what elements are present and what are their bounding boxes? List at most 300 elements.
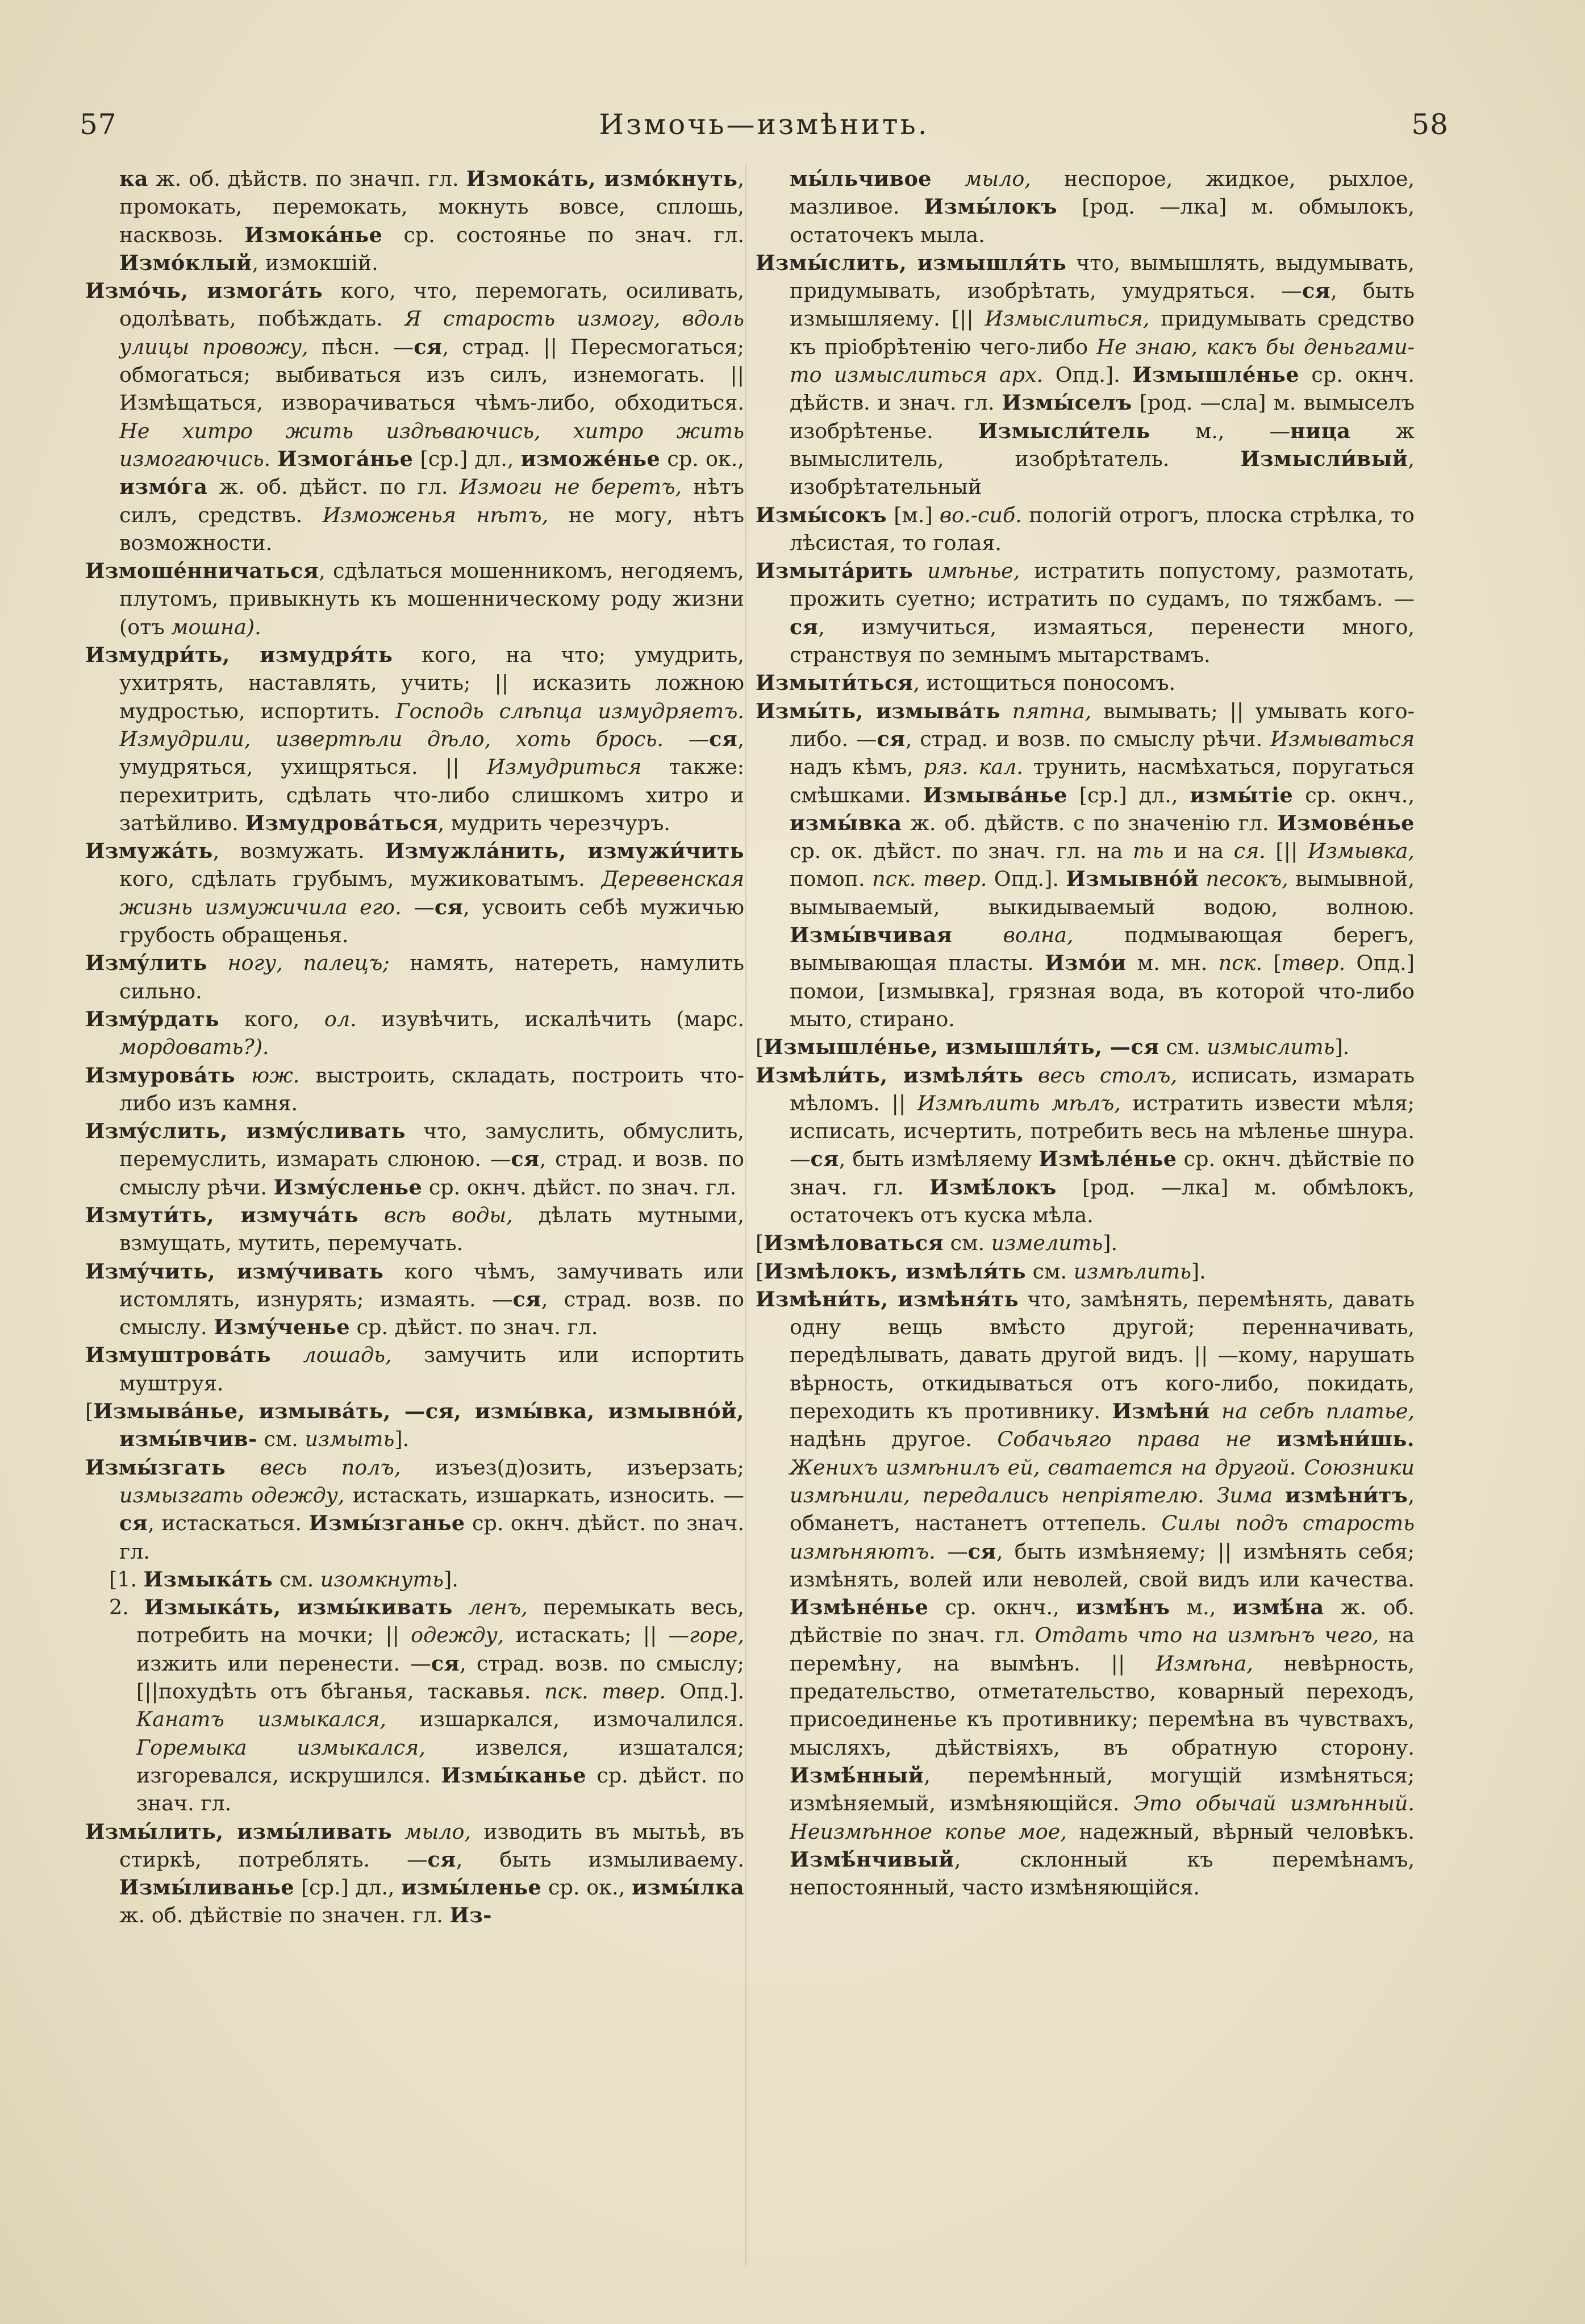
headword: Измѣ́локъ (929, 1175, 1057, 1200)
definition-text: изувѣчить, искалѣчить (марс. (356, 1006, 744, 1031)
definition-text: истратить попустому, размотать, прожить суетно; истратить по судамъ, по тяжбамъ. — (790, 559, 1415, 611)
italic-text: юж. (251, 1063, 300, 1088)
dictionary-entry (85, 949, 744, 1005)
headword: ся (709, 726, 738, 751)
italic-text: ленъ, (468, 1595, 528, 1620)
headword: Измыкáть (143, 1567, 273, 1592)
definition-text: м. мн. (1126, 951, 1219, 976)
definition-text: трунить, насмѣхаться, поругаться смѣшками. (790, 755, 1415, 807)
definition-text: , измокшій. (252, 250, 378, 275)
italic-text: измелить (991, 1231, 1103, 1256)
definition-text: ср. дѣйст. по знач. гл. (350, 1315, 598, 1340)
headword: ся (431, 1651, 460, 1676)
definition-text: ж. об. дѣйств. с по значенію гл. (902, 810, 1278, 835)
italic-text: Измоги не беретъ, (459, 474, 682, 499)
headword: Измы́сокъ (756, 502, 887, 527)
headword: Измы́селъ (1002, 390, 1132, 415)
dictionary-entry (756, 669, 1415, 697)
italic-text: Горемыка измыкался, (136, 1735, 426, 1760)
definition-text: Опд.]. (665, 1679, 744, 1704)
dictionary-entry (85, 277, 744, 557)
definition-text: изъез(д)озить, изъерзать; (401, 1455, 744, 1480)
definition-text (1024, 1063, 1038, 1088)
italic-text: измыслить (1207, 1035, 1335, 1060)
headword: Измы́слить, измышля́ть (756, 250, 1067, 275)
headword: Измѣлокъ, измѣля́ть (764, 1259, 1027, 1284)
italic-text: имѣнье, (927, 559, 1020, 584)
definition-text (453, 1595, 468, 1619)
italic-text: ть (1132, 839, 1164, 864)
headword: Измуштровáть (85, 1343, 271, 1368)
headword: измѣ́нъ (1076, 1595, 1170, 1620)
headword: Измудри́ть, измудря́ть (85, 643, 393, 668)
definition-text: [ср.] дл., (1067, 782, 1190, 807)
definition-text: , страд. возв. по смыслу. (119, 1286, 744, 1340)
headword: Измýслить, измýсливать (85, 1119, 406, 1144)
headword: Измокáнье (244, 222, 383, 247)
definition-text: [ср.] дл., (413, 446, 521, 471)
dictionary-entry (756, 249, 1415, 501)
definition-text: , сдѣлаться мошенникомъ, негодяемъ, плутомъ, привыкнуть къ мошенническому роду жизни (отъ (119, 559, 744, 639)
definition-text: ср. окнч. дѣйствіе по знач. гл. (790, 1147, 1415, 1200)
headword: Измужлáнить, измужи́чить (385, 839, 744, 864)
dictionary-entry (756, 165, 1415, 249)
italic-text: —горе, (668, 1623, 744, 1648)
definition-text: кого, (219, 1006, 324, 1031)
headword: Измы́лить, измы́ливать (85, 1819, 393, 1844)
definition-text: , страд. и возв. по смыслу рѣчи. (905, 726, 1271, 751)
column-divider (745, 165, 746, 2267)
headword: ся (427, 1847, 456, 1872)
headword: измѣни́тъ (1285, 1482, 1408, 1507)
definition-text: , быть измыливаему. (456, 1847, 744, 1872)
headword: Измѣли́ть, измѣля́ть (756, 1063, 1024, 1088)
headword: Измѣлéнье (1038, 1147, 1177, 1172)
definition-text: ]. (1103, 1231, 1118, 1256)
dictionary-entry (85, 1565, 744, 1593)
definition-text: [род. —сла] м. вымыселъ изобрѣтенье. (790, 390, 1415, 443)
definition-text: на перемѣну, на вымѣнъ. || (790, 1623, 1415, 1676)
definition-text: ]. (443, 1567, 458, 1592)
headword: Измовéнье (1277, 810, 1415, 835)
definition-text (987, 363, 999, 387)
italic-text: Изможенья нѣтъ, (322, 502, 549, 527)
italic-text: Измѣна, (1156, 1651, 1253, 1676)
dictionary-entry (85, 557, 744, 641)
definition-text: ж. об. дѣйств. по значп. гл. (148, 166, 466, 191)
left-column (85, 165, 744, 2273)
definition-text: , измучиться, измаяться, перенести много, странствуя по земнымъ мытарствамъ. (790, 614, 1415, 668)
dictionary-entry (756, 1061, 1415, 1230)
headword: Измóчь, измогáть (85, 278, 323, 303)
headword: Измышлéнье, измышля́ть, —ся (764, 1035, 1159, 1060)
definition-text: замучить или испортить муштруя. (119, 1343, 744, 1396)
italic-text: мыло, (965, 166, 1031, 191)
headword: Измóклый (119, 250, 252, 275)
definition-text: ж. об. дѣйствіе по значен. гл. (119, 1903, 450, 1928)
definition-text: [ср.] дл., (294, 1875, 402, 1900)
headword: ся (1302, 278, 1331, 303)
definition-text: ср. окнч., (928, 1595, 1076, 1620)
definition-text: ср. состоянье по знач. гл. (382, 222, 744, 247)
definition-text: ж вымыслитель, изобрѣтатель. (790, 418, 1415, 471)
definition-text: — (401, 894, 435, 919)
definition-text: — (664, 726, 710, 751)
italic-text: весь полъ, (260, 1455, 401, 1480)
italic-text: Деревенская жизнь измужичила его. (119, 867, 744, 919)
definition-text: ]. (1191, 1259, 1206, 1284)
definition-text: кого, что, перемогать, осиливать, одолѣвать, побѣждать. (119, 278, 744, 331)
definition-text: пѣсн. — (308, 334, 414, 359)
headword: Измýрдать (85, 1006, 220, 1031)
italic-text: измѣлить (1073, 1259, 1191, 1284)
headword: измѣни́шь. (1277, 1427, 1415, 1452)
definition-text (271, 1343, 303, 1367)
dictionary-entry (85, 165, 744, 277)
headword: Измужáть (85, 839, 213, 864)
headword: измы́тіе (1190, 782, 1294, 807)
definition-text: [ (756, 1231, 764, 1256)
running-title: Измочь—измѣнить. (599, 108, 929, 141)
dictionary-entry (756, 1033, 1415, 1061)
headword: Измуровáть (85, 1063, 236, 1088)
definition-text: ]. (1334, 1035, 1350, 1060)
italic-text: ногу, палецъ; (227, 951, 390, 976)
definition-text: ]. (394, 1427, 410, 1452)
headword: Измѣ́нный (790, 1763, 924, 1788)
italic-text: ол. (324, 1006, 357, 1031)
italic-text: мордовать?). (119, 1035, 269, 1060)
definition-text: также: перехитрить, сдѣлать что-либо слишкомъ хитро и затѣйливо. (119, 755, 744, 835)
definition-text: ср. дѣйст. по знач. гл. (136, 1763, 744, 1816)
dictionary-entry (85, 641, 744, 837)
definition-text: нѣтъ силъ, средствъ. (119, 474, 744, 527)
definition-text: , быть измѣляему (839, 1147, 1039, 1172)
definition-text: выстроить, складать, построить что-либо изъ камня. (119, 1063, 744, 1115)
definition-text (932, 166, 965, 191)
definition-text (1210, 1399, 1222, 1423)
italic-text: пск. (1218, 951, 1263, 976)
definition-text: Опд.]. (1043, 363, 1133, 388)
definition-text: пологій отрогъ, плоска стрѣлка, то лѣсистая, то голая. (790, 502, 1415, 555)
definition-text: , изобрѣтательный (790, 446, 1415, 499)
definition-text: см. (1026, 1259, 1074, 1284)
italic-text: Женихъ измѣнилъ ей, сватается на другой. Союзники измѣнили, передались непріятелю. Зима (790, 1455, 1415, 1507)
definition-text: ср. ок., (660, 446, 744, 471)
headword: Измѣни́ть, измѣня́ть (756, 1286, 1019, 1311)
definition-text (207, 951, 228, 975)
definition-text: вымывной, вымываемый, выкидываемый водою, волною. (790, 867, 1415, 919)
definition-text: что, замѣнять, перемѣнять, давать одну вещь вмѣсто другой; перенначивать, передѣлывать, давать другой видъ. || —кому, нарушать вѣрность, откидываться отъ кого-либо, покидать, переходить къ противнику. (790, 1286, 1415, 1424)
definition-text: [ (756, 1259, 764, 1284)
definition-text (270, 447, 277, 471)
italic-text: одежду, (411, 1623, 504, 1648)
dictionary-entry (756, 1257, 1415, 1285)
definition-text: ср. окнч. дѣйств. и знач. гл. (790, 363, 1415, 415)
definition-text: и на (1163, 839, 1234, 864)
definition-text: [род. —лка] м. обмѣлокъ, остаточекъ отъ куска мѣла. (790, 1175, 1415, 1227)
definition-text (392, 1819, 404, 1844)
headword: ся (414, 334, 443, 359)
italic-text: на себѣ платье, (1221, 1399, 1415, 1424)
dictionary-entry (756, 697, 1415, 1034)
headword: ся (512, 1286, 541, 1311)
definition-text: — (935, 1539, 968, 1564)
italic-text: Силы подъ старость измѣняютъ. (790, 1511, 1415, 1564)
definition-text: придумывать средство къ пріобрѣтенію чего-либо (790, 306, 1415, 359)
dictionary-entry (85, 1257, 744, 1342)
definition-text: что, вымышлять, выдумывать, придумывать, изобрѣтать, умудряться. — (790, 250, 1415, 303)
headword: Измывнóй (1066, 867, 1199, 892)
dictionary-entry (85, 1593, 744, 1817)
right-column (756, 165, 1415, 2273)
headword: Измышлéнье (1132, 363, 1300, 388)
definition-text: 2. (109, 1595, 144, 1620)
italic-text: Измудриться (487, 755, 642, 780)
definition-text: см. (1159, 1035, 1207, 1060)
definition-text: ж. об. дѣйст. по гл. (207, 474, 460, 499)
italic-text: измызгать одежду, (119, 1482, 345, 1507)
page-number-left: 57 (80, 108, 117, 141)
definition-text: перемыкать весь, потребить на мочки; || (136, 1595, 744, 1648)
headword: Измысли́вый (1240, 446, 1408, 471)
definition-text: кого, на что; умудрить, ухитрять, наставлять, учить; || исказить ложною мудростью, испортить. (119, 643, 744, 723)
definition-text: надѣнь другое. (790, 1427, 998, 1452)
definition-text: , склонный къ перемѣнамъ, непостоянный, часто измѣняющійся. (790, 1847, 1415, 1900)
definition-text: помоп. (790, 867, 873, 892)
headword: ся (967, 1539, 996, 1564)
headword: мы́льчивое (790, 166, 932, 191)
definition-text: см. (257, 1427, 305, 1452)
definition-text: [ (756, 1035, 764, 1060)
headword: Измѣловаться (764, 1231, 944, 1256)
definition-text (226, 1455, 260, 1480)
page-number-right: 58 (1411, 108, 1449, 141)
italic-text: измыть (305, 1427, 395, 1452)
running-header (80, 102, 1449, 153)
definition-text (952, 923, 1003, 947)
dictionary-entry (85, 1005, 744, 1061)
definition-text: кого чѣмъ, замучивать или истомлять, изнурять; измаять. — (119, 1259, 744, 1311)
italic-text: пятна, (1012, 698, 1092, 723)
dictionary-entry (756, 557, 1415, 669)
headword: Измы́вчивая (790, 923, 953, 948)
dictionary-entry (85, 1061, 744, 1118)
definition-text: ср. окнч. дѣйст. по знач. гл. (422, 1175, 737, 1200)
italic-text: песокъ, (1206, 867, 1288, 892)
dictionary-entry (85, 1453, 744, 1565)
definition-text: , возмужать. (212, 839, 385, 864)
definition-text: не могу, нѣтъ возможности. (119, 502, 744, 555)
dictionary-entry (756, 501, 1415, 557)
headword: измы́вка (790, 810, 902, 835)
definition-text: , страд. || Пересмогаться; обмогаться; выбиваться изъ силъ, изнемогать. || Измѣщаться, изворачиваться чѣмъ-либо, обходиться. (119, 334, 744, 415)
dictionary-entry (85, 1201, 744, 1257)
definition-text: что, замуслить, обмуслить, перемуслить, измарать слюною. — (119, 1119, 744, 1172)
definition-text: неспорое, жидкое, рыхлое, мазливое. (790, 166, 1415, 219)
definition-text: [ (1262, 951, 1282, 976)
italic-text: Измѣлить мѣлъ, (917, 1090, 1121, 1115)
definition-text (235, 1063, 251, 1088)
headword: ся (434, 894, 464, 919)
definition-text: , обманетъ, настанетъ оттепель. (790, 1482, 1415, 1536)
definition-text (1000, 699, 1012, 723)
definition-text: ж. об. дѣйствіе по знач. гл. (790, 1595, 1415, 1648)
headword: Измы́канье (441, 1763, 586, 1788)
definition-text: вымывать; || умывать кого-либо. — (790, 698, 1415, 751)
italic-text: Измываться (1270, 726, 1415, 751)
headword: Измýченье (214, 1315, 351, 1340)
definition-text: Опд.] помои, [измывка], грязная вода, въ которой что-либо мыто, стирано. (790, 951, 1415, 1031)
definition-text: [ (85, 1399, 94, 1424)
definition-text: , мудрить черезчуръ. (437, 810, 670, 835)
definition-text: намять, натереть, намулить сильно. (119, 951, 744, 1003)
italic-text: Отдать что на измѣнъ чего, (1035, 1623, 1379, 1648)
italic-text: Я старость измогу, вдоль улицы провожу, (119, 306, 744, 359)
dictionary-entry (85, 837, 744, 949)
definition-text: [1. (109, 1567, 144, 1592)
headword: Измывáнье, измывáть, —ся, измы́вка, измывнóй, измы́вчив- (93, 1399, 744, 1452)
italic-text: Не знаю, какъ бы деньгами-то измыслиться (790, 334, 1415, 388)
headword: Измóи (1045, 951, 1127, 976)
italic-text: Собачьяго права не (997, 1427, 1252, 1452)
headword: ся (877, 726, 906, 751)
headword: Измогáнье (277, 446, 414, 471)
headword: ся (119, 1511, 148, 1536)
headword: Измути́ть, измучáть (85, 1202, 358, 1227)
headword: измы́лка (632, 1875, 744, 1900)
headword: Измы́локъ (924, 194, 1057, 219)
definition-text (1273, 1483, 1285, 1507)
definition-text: , усвоить себѣ мужичью грубость обращенья. (119, 894, 744, 948)
headword: Из- (449, 1903, 492, 1928)
headword: ница (1290, 418, 1351, 443)
headword: Измѣни́ (1112, 1399, 1210, 1424)
italic-text: твер. (1281, 951, 1346, 976)
headword: Измы́ливанье (119, 1875, 295, 1900)
definition-text: Опд.]. (987, 867, 1066, 892)
definition-text: , быть измѣняему; || измѣнять себя; измѣнять, волей или неволей, свой видъ или качества. (790, 1539, 1415, 1592)
definition-text: ср. ок., (541, 1875, 632, 1900)
definition-text (1252, 1427, 1277, 1451)
definition-text: извелся, изшатался; изгоревался, искрушился. (136, 1735, 744, 1788)
definition-text: [м.] (887, 502, 940, 527)
italic-text: волна, (1003, 923, 1074, 948)
headword: Измытáрить (756, 559, 914, 584)
definition-text (1199, 867, 1206, 891)
definition-text: , быть измышляему. [|| (790, 278, 1415, 331)
headword: Измыти́ться (756, 670, 914, 695)
definition-text: см. (273, 1567, 320, 1592)
italic-text: мошна). (171, 614, 261, 639)
definition-text: м., — (1150, 418, 1290, 443)
dictionary-entry (756, 1285, 1415, 1902)
italic-text: Измыслиться, (985, 306, 1150, 331)
definition-text: надежный, вѣрный человѣкъ. (1067, 1819, 1415, 1844)
italic-text: Это обычай измѣнный. Неизмѣнное копье мое, (790, 1791, 1415, 1844)
definition-text: исписать, измарать мѣломъ. || (790, 1063, 1415, 1115)
definition-text: изводить въ мытьѣ, въ стиркѣ, потреблять. — (119, 1819, 744, 1872)
headword: Измы́згать (85, 1455, 226, 1480)
italic-text: пск. твер. (872, 867, 987, 892)
dictionary-entry (85, 1818, 744, 1930)
headword: Измýсленье (273, 1175, 423, 1200)
italic-text: Не хитро жить издѣваючись, хитро жить измогаючись. (119, 418, 744, 471)
italic-text: ся. (1233, 839, 1266, 864)
definition-text: истаскать; || (504, 1623, 669, 1648)
headword: ся (511, 1147, 540, 1172)
headword: Измудровáться (245, 810, 438, 835)
italic-text: пск. твер. (544, 1679, 666, 1704)
headword: Измокáть, измóкнуть (466, 166, 738, 191)
italic-text: Канатъ измыкался, (136, 1707, 386, 1732)
definition-text: см. (944, 1231, 991, 1256)
headword: измѣ́на (1232, 1595, 1324, 1620)
italic-text: всѣ воды, (384, 1202, 513, 1227)
definition-text: , страд. возв. по смыслу; [||похудѣть отъ бѣганья, таскавья. (136, 1651, 744, 1704)
headword: Измывáнье (923, 782, 1067, 807)
definition-text: , перемѣнный, могущій измѣняться; измѣняемый, измѣняющійся. (790, 1763, 1415, 1816)
italic-text: арх. (999, 363, 1044, 388)
definition-text: ср. окнч., (1293, 782, 1415, 807)
headword: Измы́ть, измывáть (756, 698, 1001, 723)
headword: Измы́зганье (308, 1511, 465, 1536)
italic-text: мыло, (404, 1819, 472, 1844)
headword: измóга (119, 474, 208, 499)
definition-text: подмывающая берегъ, вымывающая пласты. (790, 923, 1415, 976)
definition-text: изшаркался, измочалился. (386, 1707, 744, 1732)
definition-text: изжить или перенести. — (136, 1651, 431, 1676)
italic-text: во.-сиб. (939, 502, 1022, 527)
headword: Измýчить, измýчивать (85, 1259, 384, 1284)
headword: измы́ленье (401, 1875, 542, 1900)
definition-text: , промокать, перемокать, мокнуть вовсе, сплошь, насквозь. (119, 166, 744, 247)
definition-text: невѣрность, предательство, отметательство, коварный переходъ, присоединенье къ противнику; перемѣна въ чувствахъ, мысляхъ, дѣйствіяхъ, въ обратную сторону. (790, 1651, 1415, 1760)
headword: Измѣнéнье (790, 1595, 929, 1620)
italic-text: изомкнуть (320, 1567, 444, 1592)
headword: Измѣ́нчивый (790, 1847, 954, 1872)
headword: Измысли́тель (978, 418, 1150, 443)
definition-text: , умудряться, ухищряться. || (119, 726, 744, 780)
italic-text: весь столъ, (1038, 1063, 1178, 1088)
italic-text: Господь слѣпца измудряетъ. Измудрили, извертѣли дѣло, хоть брось. (119, 698, 744, 751)
definition-text: м., (1170, 1595, 1233, 1620)
italic-text: лошадь, (303, 1343, 392, 1368)
definition-text: , истощиться поносомъ. (913, 670, 1176, 695)
definition-text: , истаскаться. (148, 1511, 309, 1536)
headword: Измыкáть, измы́кивать (144, 1595, 453, 1620)
italic-text: ряз. кал. (923, 755, 1023, 780)
definition-text: надъ кѣмъ, (790, 755, 924, 780)
dictionary-entry (756, 1229, 1415, 1257)
dictionary-entry (85, 1341, 744, 1397)
headword: Измýлить (85, 951, 207, 976)
definition-text: истаскать, изшаркать, износить. — (344, 1482, 744, 1507)
definition-text: [род. —лка] м. обмылокъ, остаточекъ мыла. (790, 194, 1415, 247)
headword: ка (119, 166, 149, 191)
definition-text: [|| (1265, 839, 1308, 864)
definition-text: ср. ок. дѣйст. по знач. гл. на (790, 839, 1133, 864)
definition-text: ср. окнч. дѣйст. по знач. гл. (119, 1511, 744, 1564)
definition-text (913, 559, 927, 583)
definition-text: , страд. и возв. по смыслу рѣчи. (119, 1147, 744, 1200)
definition-text: истратить извести мѣля; исписать, исчертить, потребить весь на мѣленье шнура. — (790, 1090, 1415, 1172)
headword: ся (790, 614, 819, 639)
definition-text: дѣлать мутными, взмущать, мутить, перемучать. (119, 1202, 744, 1256)
italic-text: Измывка, (1307, 839, 1415, 864)
definition-text: кого, сдѣлать грубымъ, мужиковатымъ. (119, 867, 602, 892)
headword: изможéнье (520, 446, 661, 471)
